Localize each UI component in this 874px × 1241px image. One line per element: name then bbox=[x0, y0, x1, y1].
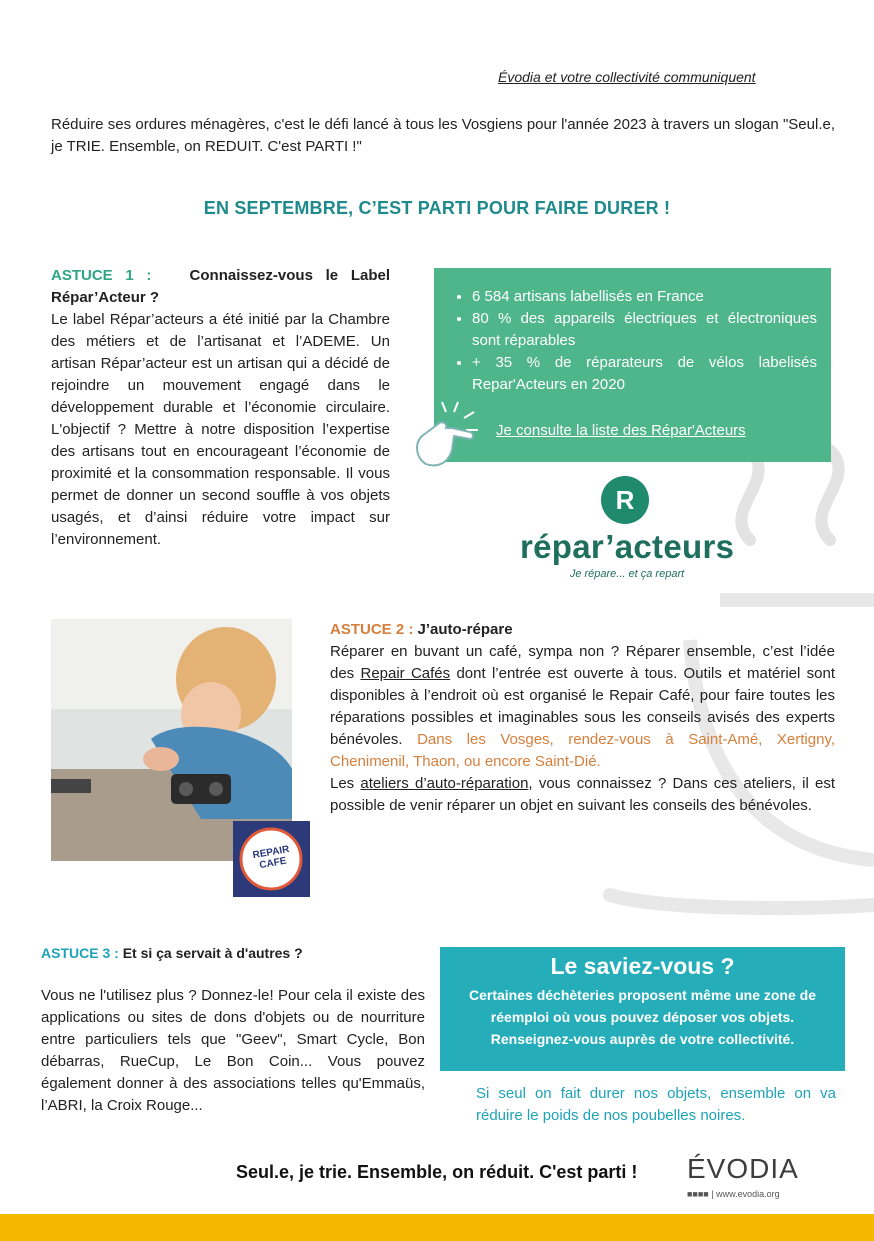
repair-cafes-link[interactable]: Repair Cafés bbox=[360, 665, 451, 682]
stats-item: • 80 % des appareils électriques et électroniques sont réparables bbox=[472, 308, 817, 352]
astuce1-text: Le label Répar’acteurs a été initié par la Chambre des métiers et de l’artisanat et l’ADEME. Un artisan Répar’acteur est un artisan qui a décidé de rejoindre un mouvement engagé dans le développement durable et l’économie circulaire. L'objectif ? Mettre à notre disposition l’expertise des artisans tout en encourageant l’économie de proximité et la consommation responsable. Il vous permet de donner un second souffle à vos objets usagés, et d’ainsi réduire votre impact sur l’environnement. bbox=[51, 311, 390, 548]
did-you-know-title: Le saviez-vous ? bbox=[550, 953, 735, 979]
astuce2-text: , vous connaissez ? Dans ces ateliers, il est possible de venir réparer un objet en suivant les conseils des bénévoles. bbox=[330, 775, 836, 814]
astuce3-text: Vous ne l'utilisez plus ? Donnez-le! Pour cela il existe des applications ou sites de dons d'objets ou de nourriture entre particuliers tels que "Geev", Smart Cycle, Bon débarras, RueCup, Le Bon Coin... Vous pouvez également donner à des associations telles qu'Emmaüs, l’ABRI, la Croix Rouge... bbox=[41, 987, 425, 1114]
stats-item: • + 35 % de réparateurs de vélos labelisés Repar'Acteurs en 2020 bbox=[472, 352, 817, 396]
astuce2-text: Les bbox=[330, 775, 361, 792]
astuce1-label: ASTUCE 1 : bbox=[51, 267, 152, 284]
website-link[interactable]: www.evodia.org bbox=[716, 1189, 780, 1199]
ateliers-link[interactable]: ateliers d’auto-réparation bbox=[360, 775, 529, 792]
footer-slogan: Seul.e, je trie. Ensemble, on réduit. C'est parti ! bbox=[236, 1162, 638, 1182]
astuce2-text: Réparer en buvant un café, sympa non ? Réparer ensemble, c’est l’idée des bbox=[330, 643, 835, 682]
astuce3-section bbox=[41, 942, 425, 1117]
repair-cafe-logo bbox=[233, 821, 310, 897]
astuce1-section bbox=[51, 265, 390, 551]
footer-bar bbox=[0, 1214, 874, 1241]
page-title: EN SEPTEMBRE, C’EST PARTI POUR FAIRE DURER ! bbox=[203, 198, 671, 218]
astuce1-title: Connaissez-vous le Label Répar’Acteur ? bbox=[51, 267, 391, 306]
astuce2-section bbox=[330, 619, 835, 817]
astuce2-title: J’auto-répare bbox=[417, 621, 513, 638]
repair-cafe-text: REPAIR CAFE bbox=[251, 843, 291, 872]
reparacteurs-tagline: Je répare... et ça repart bbox=[569, 568, 685, 580]
reparacteurs-logo bbox=[520, 474, 734, 584]
did-you-know-text: Certaines déchèteries proposent même une zone de réemploi où vous pouvez déposer vos objets. Renseignez-vous auprès de votre collectivité. bbox=[469, 987, 816, 1047]
reparacteurs-list-link[interactable]: Je consulte la liste des Répar'Acteurs bbox=[496, 422, 746, 439]
social-icons: ■■■■ | bbox=[687, 1189, 717, 1199]
evodia-logo bbox=[687, 1153, 821, 1208]
astuce3-label: ASTUCE 3 : bbox=[41, 945, 119, 961]
stats-box bbox=[434, 268, 831, 462]
astuce2-paragraph-1 bbox=[330, 641, 835, 773]
astuce2-text: dont l’entrée est ouverte à tous. Outils et matériel sont disponibles à l’endroit où est organisé le Repair Café, pour faire toutes les réparations possibles et imaginables sous les conseils avisés des experts bénévoles. bbox=[330, 665, 835, 748]
vosges-locations: Dans les Vosges, rendez-vous à Saint-Amé, Xertigny, Chenimenil, Thaon, ou encore Saint-Dié. bbox=[330, 731, 835, 770]
closing-message: Si seul on fait durer nos objets, ensemble on va réduire le poids de nos poubelles noires. bbox=[476, 1085, 836, 1124]
reparacteurs-mark-icon: R bbox=[601, 476, 649, 524]
astuce3-title: Et si ça servait à d'autres ? bbox=[122, 945, 303, 961]
header-note: Évodia et votre collectivité communiquent bbox=[498, 69, 756, 85]
pointing-hand-icon bbox=[408, 398, 488, 478]
reparacteurs-wordmark: répar’acteurs bbox=[520, 528, 735, 565]
astuce3-heading bbox=[41, 942, 425, 964]
astuce2-label: ASTUCE 2 : bbox=[330, 621, 414, 638]
evodia-website bbox=[687, 1189, 780, 1199]
stats-item: • 6 584 artisans labellisés en France bbox=[472, 286, 817, 308]
intro-paragraph: Réduire ses ordures ménagères, c'est le défi lancé à tous les Vosgiens pour l'année 2023 à travers un slogan "Seul.e, je TRIE. Ensemble, on REDUIT. C'est PARTI !" bbox=[51, 116, 835, 155]
evodia-wordmark: ÉVODIA bbox=[687, 1153, 799, 1184]
did-you-know-box bbox=[440, 947, 845, 1071]
astuce2-paragraph-2 bbox=[330, 773, 835, 817]
stats-list bbox=[434, 286, 831, 396]
